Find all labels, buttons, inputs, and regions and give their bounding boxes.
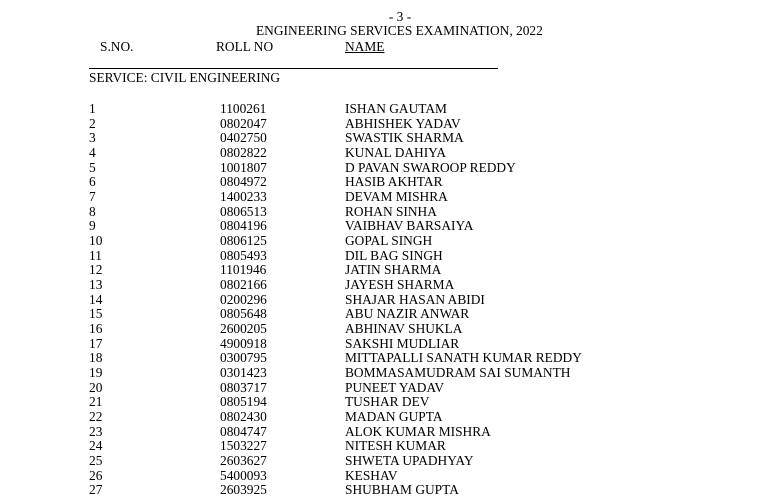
candidate-name: DEVAM MISHRA <box>345 188 448 204</box>
serial-number: 25 <box>89 452 103 468</box>
serial-number: 5 <box>89 159 96 175</box>
column-header-sno: S.NO. <box>100 39 134 54</box>
candidate-name: MADAN GUPTA <box>345 408 443 424</box>
roll-number: 1001807 <box>220 159 267 175</box>
serial-number: 1 <box>89 101 96 116</box>
candidate-name: BOMMASAMUDRAM SAI SUMANTH <box>345 364 571 380</box>
candidate-name: ROHAN SINHA <box>345 203 437 219</box>
roll-number: 1503227 <box>220 438 267 454</box>
table-row <box>0 394 774 409</box>
serial-number: 20 <box>89 379 103 395</box>
table-row <box>0 101 774 116</box>
candidate-name: SHAJAR HASAN ABIDI <box>345 291 485 307</box>
table-row <box>0 262 774 277</box>
table-row <box>0 145 774 160</box>
roll-number: 0200296 <box>220 291 267 307</box>
roll-number: 0402750 <box>220 130 267 146</box>
roll-number: 2603627 <box>220 452 267 468</box>
roll-number: 2603925 <box>220 482 267 497</box>
roll-number: 0806513 <box>220 203 267 219</box>
table-row <box>0 482 774 497</box>
serial-number: 15 <box>89 306 103 322</box>
roll-number: 0804972 <box>220 174 267 190</box>
candidate-name: ISHAN GAUTAM <box>345 101 447 116</box>
serial-number: 10 <box>89 232 103 248</box>
candidate-name: SWASTIK SHARMA <box>345 130 464 146</box>
candidate-name: HASIB AKHTAR <box>345 174 443 190</box>
candidate-name: GOPAL SINGH <box>345 232 433 248</box>
serial-number: 16 <box>89 320 103 336</box>
page-number: - 3 - <box>388 9 412 24</box>
table-row <box>0 321 774 336</box>
candidate-name: ALOK KUMAR MISHRA <box>345 423 491 439</box>
table-row <box>0 365 774 380</box>
candidate-name: JAYESH SHARMA <box>345 276 455 292</box>
roll-number: 4900918 <box>220 335 267 351</box>
table-row <box>0 277 774 292</box>
serial-number: 11 <box>89 247 102 263</box>
serial-number: 13 <box>89 276 103 292</box>
roll-number: 0301423 <box>220 364 267 380</box>
roll-number: 1101946 <box>220 262 267 278</box>
roll-number: 0802047 <box>220 115 267 131</box>
candidate-name: NITESH KUMAR <box>345 438 446 454</box>
table-row <box>0 306 774 321</box>
table-row <box>0 424 774 439</box>
roll-number: 1400233 <box>220 188 267 204</box>
candidate-name: D PAVAN SWAROOP REDDY <box>345 159 516 175</box>
column-header-roll-no: ROLL NO <box>216 39 274 54</box>
serial-number: 26 <box>89 467 103 483</box>
candidate-name: DIL BAG SINGH <box>345 247 443 263</box>
table-row <box>0 292 774 307</box>
roll-number: 0300795 <box>220 350 267 366</box>
table-row <box>0 160 774 175</box>
roll-number: 1100261 <box>220 101 267 116</box>
roll-number: 0802166 <box>220 276 267 292</box>
serial-number: 27 <box>89 482 103 497</box>
service-heading: SERVICE: CIVIL ENGINEERING <box>89 70 281 85</box>
roll-number: 0804747 <box>220 423 267 439</box>
candidate-name: KESHAV <box>345 467 398 483</box>
serial-number: 23 <box>89 423 103 439</box>
serial-number: 4 <box>89 144 96 160</box>
serial-number: 14 <box>89 291 103 307</box>
candidate-name: KUNAL DAHIYA <box>345 144 447 160</box>
roll-number: 0802822 <box>220 144 267 160</box>
header-divider <box>89 68 498 69</box>
candidate-name: JATIN SHARMA <box>345 262 442 278</box>
candidate-name: ABHISHEK YADAV <box>345 115 461 131</box>
candidate-name: VAIBHAV BARSAIYA <box>345 218 474 234</box>
serial-number: 7 <box>89 188 96 204</box>
exam-title: ENGINEERING SERVICES EXAMINATION, 2022 <box>256 23 543 38</box>
roll-number: 0805648 <box>220 306 267 322</box>
serial-number: 22 <box>89 408 103 424</box>
roll-number: 0806125 <box>220 232 267 248</box>
table-row <box>0 174 774 189</box>
serial-number: 19 <box>89 364 103 380</box>
table-row <box>0 438 774 453</box>
roll-number: 2600205 <box>220 320 267 336</box>
candidate-name: SHUBHAM GUPTA <box>345 482 459 497</box>
roll-number: 0805194 <box>220 394 267 410</box>
roll-number: 0804196 <box>220 218 267 234</box>
serial-number: 8 <box>89 203 96 219</box>
candidate-name: PUNEET YADAV <box>345 379 445 395</box>
table-row <box>0 204 774 219</box>
table-row <box>0 233 774 248</box>
serial-number: 12 <box>89 262 103 278</box>
table-row <box>0 218 774 233</box>
serial-number: 2 <box>89 115 96 131</box>
table-row <box>0 468 774 483</box>
column-header-name: NAME <box>345 39 385 54</box>
serial-number: 3 <box>89 130 96 146</box>
serial-number: 21 <box>89 394 103 410</box>
table-row <box>0 336 774 351</box>
table-row <box>0 350 774 365</box>
table-row <box>0 248 774 263</box>
table-row <box>0 380 774 395</box>
candidate-name: ABU NAZIR ANWAR <box>345 306 470 322</box>
serial-number: 6 <box>89 174 96 190</box>
table-row <box>0 409 774 424</box>
serial-number: 17 <box>89 335 103 351</box>
table-row <box>0 453 774 468</box>
serial-number: 9 <box>89 218 96 234</box>
roll-number: 0802430 <box>220 408 267 424</box>
candidate-name: ABHINAV SHUKLA <box>345 320 463 336</box>
table-row <box>0 130 774 145</box>
roll-number: 0803717 <box>220 379 267 395</box>
table-row <box>0 116 774 131</box>
serial-number: 24 <box>89 438 103 454</box>
candidate-name: SHWETA UPADHYAY <box>345 452 474 468</box>
serial-number: 18 <box>89 350 103 366</box>
roll-number: 0805493 <box>220 247 267 263</box>
candidate-name: TUSHAR DEV <box>345 394 430 410</box>
candidate-name: MITTAPALLI SANATH KUMAR REDDY <box>345 350 582 366</box>
table-row <box>0 189 774 204</box>
candidate-name: SAKSHI MUDLIAR <box>345 335 460 351</box>
roll-number: 5400093 <box>220 467 267 483</box>
